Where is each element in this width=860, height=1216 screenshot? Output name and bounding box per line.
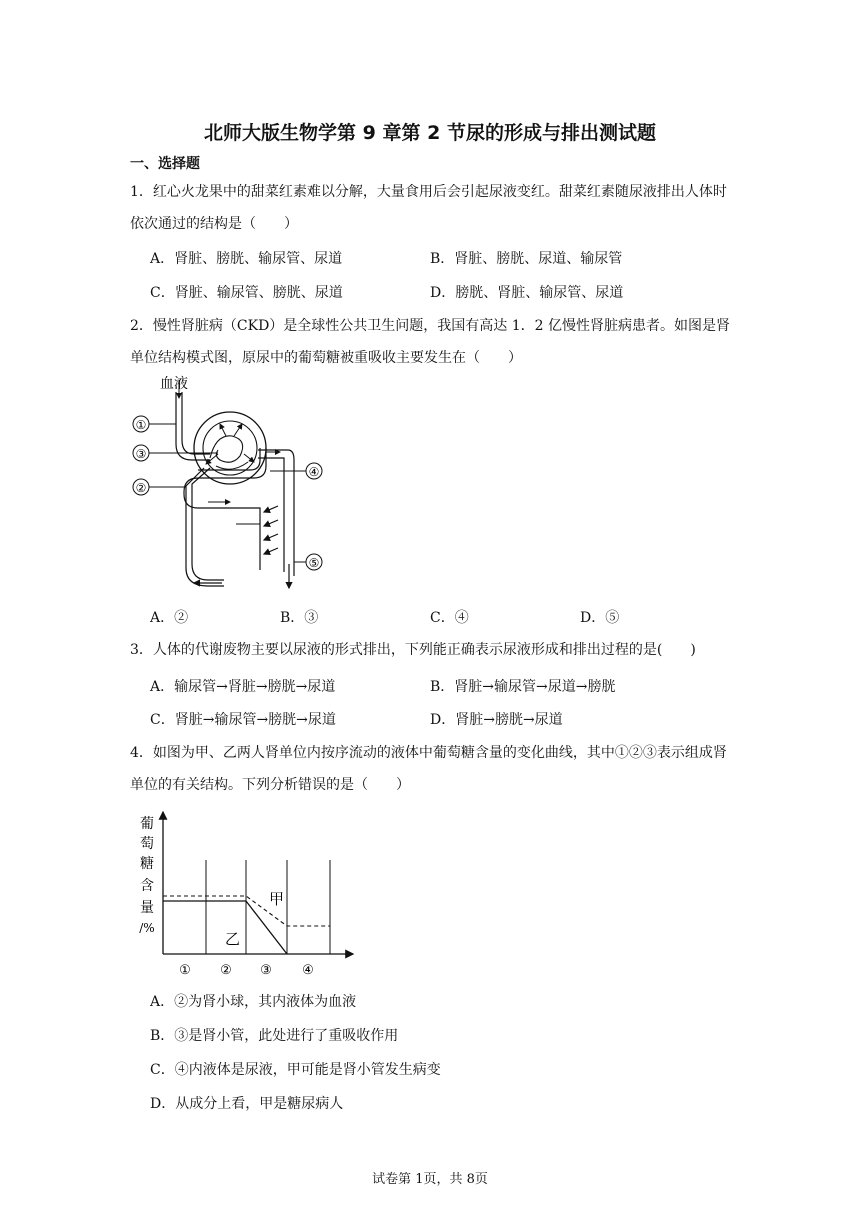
x-label-2: ②: [220, 963, 232, 978]
question-4-stem: 4．如图为甲、乙两人肾单位内按序流动的液体中葡萄糖含量的变化曲线，其中①②③表示组成肾单位的有关结构。下列分析错误的是（ ）: [130, 745, 727, 793]
marker-4: ④: [308, 465, 320, 479]
ylabel-char-5: 量: [140, 900, 154, 916]
q4-option-d[interactable]: D．从成分上看，甲是糖尿病人: [150, 1096, 344, 1112]
q4-option-c[interactable]: C．④内液体是尿液，甲可能是肾小管发生病变: [150, 1062, 441, 1078]
marker-3: ③: [135, 447, 147, 461]
q2-option-b[interactable]: B．③: [280, 610, 319, 626]
q3-option-c[interactable]: C．肾脏→输尿管→膀胱→尿道: [150, 712, 336, 728]
marker-5: ⑤: [308, 556, 320, 570]
q1-option-c[interactable]: C．肾脏、输尿管、膀胱、尿道: [150, 285, 343, 301]
series-jia-label: 甲: [269, 890, 285, 908]
question-2-stem: 2．慢性肾脏病（CKD）是全球性公共卫生问题，我国有高达 1．2 亿慢性肾脏病患者。如图是肾单位结构模式图，原尿中的葡萄糖被重吸收主要发生在（ ）: [130, 318, 731, 366]
x-label-3: ③: [260, 963, 272, 978]
q4-option-a[interactable]: A．②为肾小球，其内液体为血液: [150, 994, 357, 1010]
series-yi-label: 乙: [225, 930, 241, 948]
ylabel-unit: /%: [139, 921, 155, 935]
q1-option-b[interactable]: B．肾脏、膀胱、尿道、输尿管: [430, 251, 623, 267]
q2-option-a[interactable]: A．②: [150, 610, 189, 626]
blood-label: 血液: [160, 376, 188, 392]
page-title: 北师大版生物学第 9 章第 2 节尿的形成与排出测试题: [204, 122, 656, 144]
glomerulus: [210, 436, 243, 462]
marker-1: ①: [135, 418, 147, 432]
q1-option-a[interactable]: A．肾脏、膀胱、输尿管、尿道: [150, 251, 343, 267]
afferent-arteriole: [176, 392, 210, 460]
page-footer: 试卷第 1页，共 8页: [372, 1172, 488, 1187]
section-heading: 一、选择题: [130, 156, 200, 172]
x-label-4: ④: [302, 963, 314, 978]
collecting-duct: [258, 450, 294, 576]
nephron-diagram: [128, 374, 338, 594]
renal-tubule: [184, 448, 266, 570]
ylabel-char-4: 含: [140, 878, 154, 894]
ylabel-char-1: 葡: [140, 816, 154, 832]
question-3-stem: 3．人体的代谢废物主要以尿液的形式排出，下列能正确表示尿液形成和排出过程的是( ): [130, 642, 696, 658]
ylabel-char-3: 糖: [140, 856, 154, 872]
glucose-chart: [135, 808, 365, 980]
q1-option-d[interactable]: D．膀胱、肾脏、输尿管、尿道: [430, 285, 624, 301]
q3-option-b[interactable]: B．肾脏→输尿管→尿道→膀胱: [430, 679, 616, 695]
q4-option-b[interactable]: B．③是肾小管，此处进行了重吸收作用: [150, 1028, 399, 1044]
q3-option-d[interactable]: D．肾脏→膀胱→尿道: [430, 712, 563, 728]
question-1-stem: 1．红心火龙果中的甜菜红素难以分解，大量食用后会引起尿液变红。甜菜红素随尿液排出人体时依次通过的结构是（ ）: [130, 184, 727, 232]
efferent-vessel: [192, 468, 224, 580]
q3-option-a[interactable]: A．输尿管→肾脏→膀胱→尿道: [150, 679, 336, 695]
q2-option-d[interactable]: D．⑤: [580, 610, 620, 626]
marker-2: ②: [135, 481, 147, 495]
x-label-1: ①: [179, 963, 191, 978]
ylabel-char-2: 萄: [140, 836, 154, 852]
q2-option-c[interactable]: C．④: [430, 610, 469, 626]
